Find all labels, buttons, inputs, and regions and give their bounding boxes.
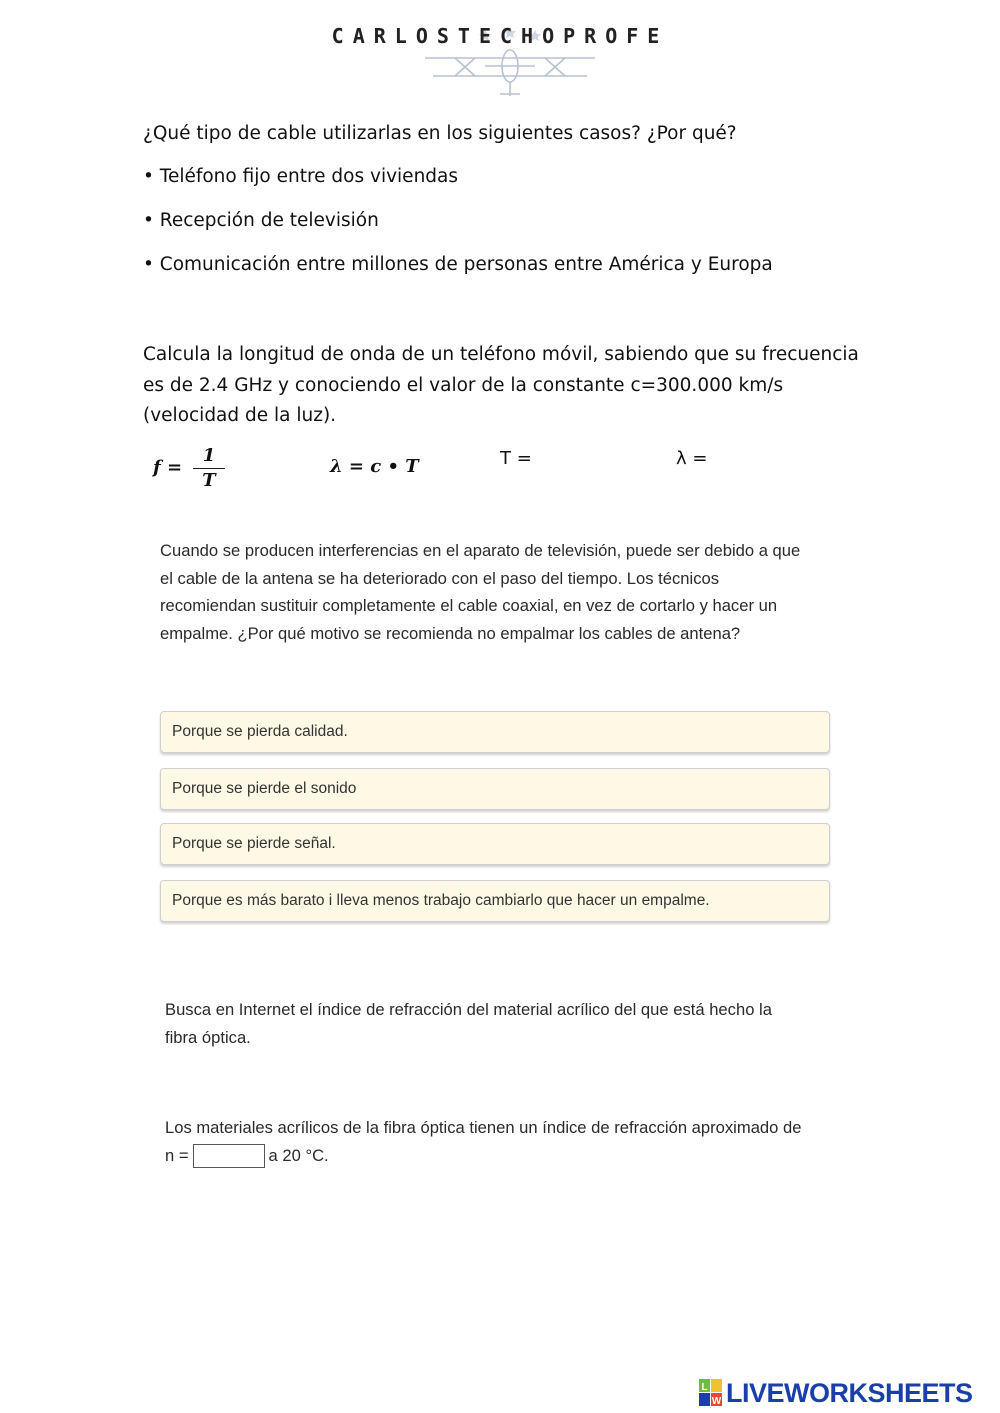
answer-option-sound[interactable]: Porque se pierde el sonido bbox=[160, 768, 830, 810]
refraction-suffix: a 20 °C. bbox=[268, 1145, 329, 1165]
q1-item-transatlantic: • Comunicación entre millones de personas entre América y Europa bbox=[143, 254, 773, 275]
q4-line: fibra óptica. bbox=[165, 1027, 251, 1047]
q4-line: Busca en Internet el índice de refracción del material acrílico del que está hecho la bbox=[165, 1000, 772, 1019]
q3-line: recomiendan sustituir completamente el cable coaxial, en vez de cortarlo y hacer un bbox=[160, 596, 778, 615]
q4-answer bbox=[165, 1114, 865, 1169]
q4-statement bbox=[165, 996, 865, 1051]
q2-line: es de 2.4 GHz y conociendo el valor de la constante c=300.000 km/s bbox=[143, 374, 784, 396]
q1-prompt: ¿Qué tipo de cable utilizarlas en los siguientes casos? ¿Por qué? bbox=[143, 123, 737, 144]
q3-line: empalme. ¿Por qué motivo se recomienda no empalmar los cables de antena? bbox=[160, 623, 741, 643]
answer-option-signal[interactable]: Porque se pierde señal. bbox=[160, 823, 830, 865]
badge-letter: L bbox=[701, 1382, 708, 1393]
q4-answer-line: Los materiales acrílicos de la fibra óptica tienen un índice de refracción aproximado de bbox=[165, 1118, 802, 1137]
liveworksheets-badge-icon bbox=[698, 1378, 724, 1408]
liveworksheets-wordmark: LIVEWORKSHEETS bbox=[726, 1377, 973, 1408]
q1-item-tv: • Recepción de televisión bbox=[143, 210, 379, 231]
formula-numerator: 1 bbox=[202, 445, 216, 466]
q2-line: Calcula la longitud de onda de un teléfono móvil, sabiendo que su frecuencia bbox=[143, 344, 859, 365]
formula-f-label: f = bbox=[153, 457, 183, 478]
refraction-index-input[interactable] bbox=[193, 1144, 265, 1168]
q2-statement bbox=[143, 340, 863, 432]
wavelength-label: λ = bbox=[676, 448, 708, 469]
liveworksheets-logo[interactable] bbox=[698, 1376, 973, 1410]
q3-statement bbox=[160, 537, 860, 647]
q1-item-landline: • Teléfono fijo entre dos viviendas bbox=[143, 166, 459, 187]
refraction-prefix: n = bbox=[165, 1145, 189, 1165]
badge-letter: W bbox=[711, 1396, 722, 1407]
q3-line: el cable de la antena se ha deteriorado con el paso del tiempo. Los técnicos bbox=[160, 568, 720, 588]
formula-denominator: T bbox=[202, 470, 216, 491]
formula-wavelength: λ = c • T bbox=[330, 456, 419, 477]
period-label: T = bbox=[500, 448, 532, 469]
answer-option-cheaper[interactable]: Porque es más barato i lleva menos trabajo cambiarlo que hacer un empalme. bbox=[160, 880, 830, 922]
brand-title: CARLOSTECHOPROFE bbox=[331, 24, 669, 48]
q3-line: Cuando se producen interferencias en el aparato de televisión, puede ser debido a que bbox=[160, 541, 801, 560]
q4-answer-line2 bbox=[165, 1142, 865, 1170]
fraction-bar bbox=[193, 468, 225, 469]
q2-line: (velocidad de la luz). bbox=[143, 405, 337, 426]
answer-option-quality[interactable]: Porque se pierda calidad. bbox=[160, 711, 830, 753]
